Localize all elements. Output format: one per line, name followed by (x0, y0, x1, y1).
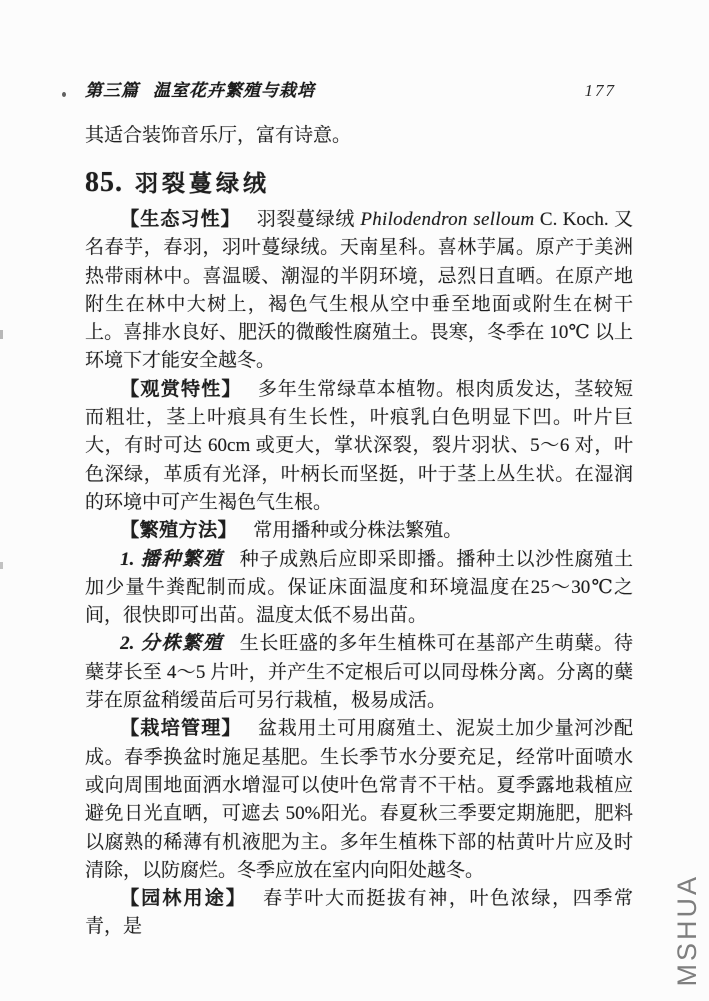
propagation-paragraph (85, 517, 633, 545)
ornamental-label: 【观赏特性】 (120, 378, 242, 400)
ecology-label: 【生态习性】 (120, 209, 241, 230)
ecology-text-before-latin: 羽裂蔓绿绒 (256, 209, 361, 230)
running-title (85, 76, 315, 101)
division-method-number: 2. (120, 633, 135, 655)
garden-use-paragraph (85, 885, 633, 942)
seed-propagation-paragraph (85, 546, 633, 631)
section-heading (85, 165, 270, 199)
garden-use-label: 【园林用途】 (120, 888, 247, 910)
section-title-text: 羽裂蔓绿绒 (135, 170, 270, 196)
seed-method-name: 播种繁殖 (140, 548, 224, 570)
body-text (85, 206, 633, 942)
cultivation-paragraph (85, 715, 633, 885)
section-number: 85. (85, 167, 123, 198)
cultivation-text: 盆栽用土可用腐殖土、泥炭土加少量河沙配成。春季换盆时施足基肥。生长季节水分要充足，经常叶面喷水或向周围地面洒水增湿可以使叶色常青不干枯。夏季露地栽植应避免日光直晒，可遮去 50%阳光。春夏秋三季要定期施肥，肥料以腐熟的稀薄有机液肥为主。多年生植株下部的枯黄叶片应及时清除，以防腐烂。冬季应放在室内向阳处越冬。 (85, 718, 633, 881)
seed-method-number: 1. (120, 548, 135, 570)
seed-method-text: 种子成熟后应即采即播。播种土以沙性腐殖土加少量牛粪配制而成。保证床面温度和环境温度在25～30℃之间，很快即可出苗。温度太低不易出苗。 (85, 548, 633, 627)
propagation-text: 常用播种或分株法繁殖。 (253, 520, 463, 542)
watermark-text: MSHUA (672, 874, 702, 987)
scan-artifact (62, 92, 66, 97)
scan-artifact (0, 330, 3, 339)
scan-artifact (0, 562, 3, 569)
chapter-label: 第三篇 (85, 81, 139, 100)
ecology-paragraph (85, 206, 633, 376)
intro-paragraph: 其适合装饰音乐厅，富有诗意。 (85, 125, 352, 146)
cultivation-label: 【栽培管理】 (120, 718, 242, 740)
propagation-label: 【繁殖方法】 (120, 520, 238, 542)
latin-species-name: Philodendron selloum (360, 209, 535, 230)
ornamental-paragraph (85, 376, 633, 517)
book-title: 温室花卉繁殖与栽培 (153, 81, 315, 100)
ecology-text-after-latin: C. Koch. 又名春芋，春羽，羽叶蔓绿绒。天南星科。喜林芋属。原产于美洲热带雨林中。喜温暖、潮湿的半阴环境，忌烈日直晒。在原产地附生在林中大树上，褐色气生根从空中垂至地面或附生在树干上。喜排水良好、肥沃的微酸性腐殖土。畏寒，冬季在 10℃ 以上环境下才能安全越冬。 (85, 209, 633, 372)
page-header (85, 76, 630, 101)
ornamental-text: 多年生常绿草本植物。根肉质发达，茎较短而粗壮，茎上叶痕具有生长性，叶痕乳白色明显下凹。叶片巨大，有时可达 60cm 或更大，掌状深裂，裂片羽状、5～6 对，叶色深绿，革质有光泽，叶柄长而坚挺，叶于茎上丛生状。在湿润的环境中可产生褐色气生根。 (85, 378, 633, 513)
garden-use-text: 春芋叶大而挺拔有神，叶色浓绿，四季常青，是 (85, 888, 633, 938)
division-method-name: 分株繁殖 (140, 633, 224, 655)
page-number: 177 (584, 81, 616, 100)
division-method-text: 生长旺盛的多年生植株可在基部产生萌蘖。待蘖芽长至 4～5 片叶，并产生不定根后可以同母株分离。分离的蘖芽在原盆稍缓苗后可另行栽植，极易成活。 (85, 633, 633, 712)
division-propagation-paragraph (85, 630, 633, 715)
